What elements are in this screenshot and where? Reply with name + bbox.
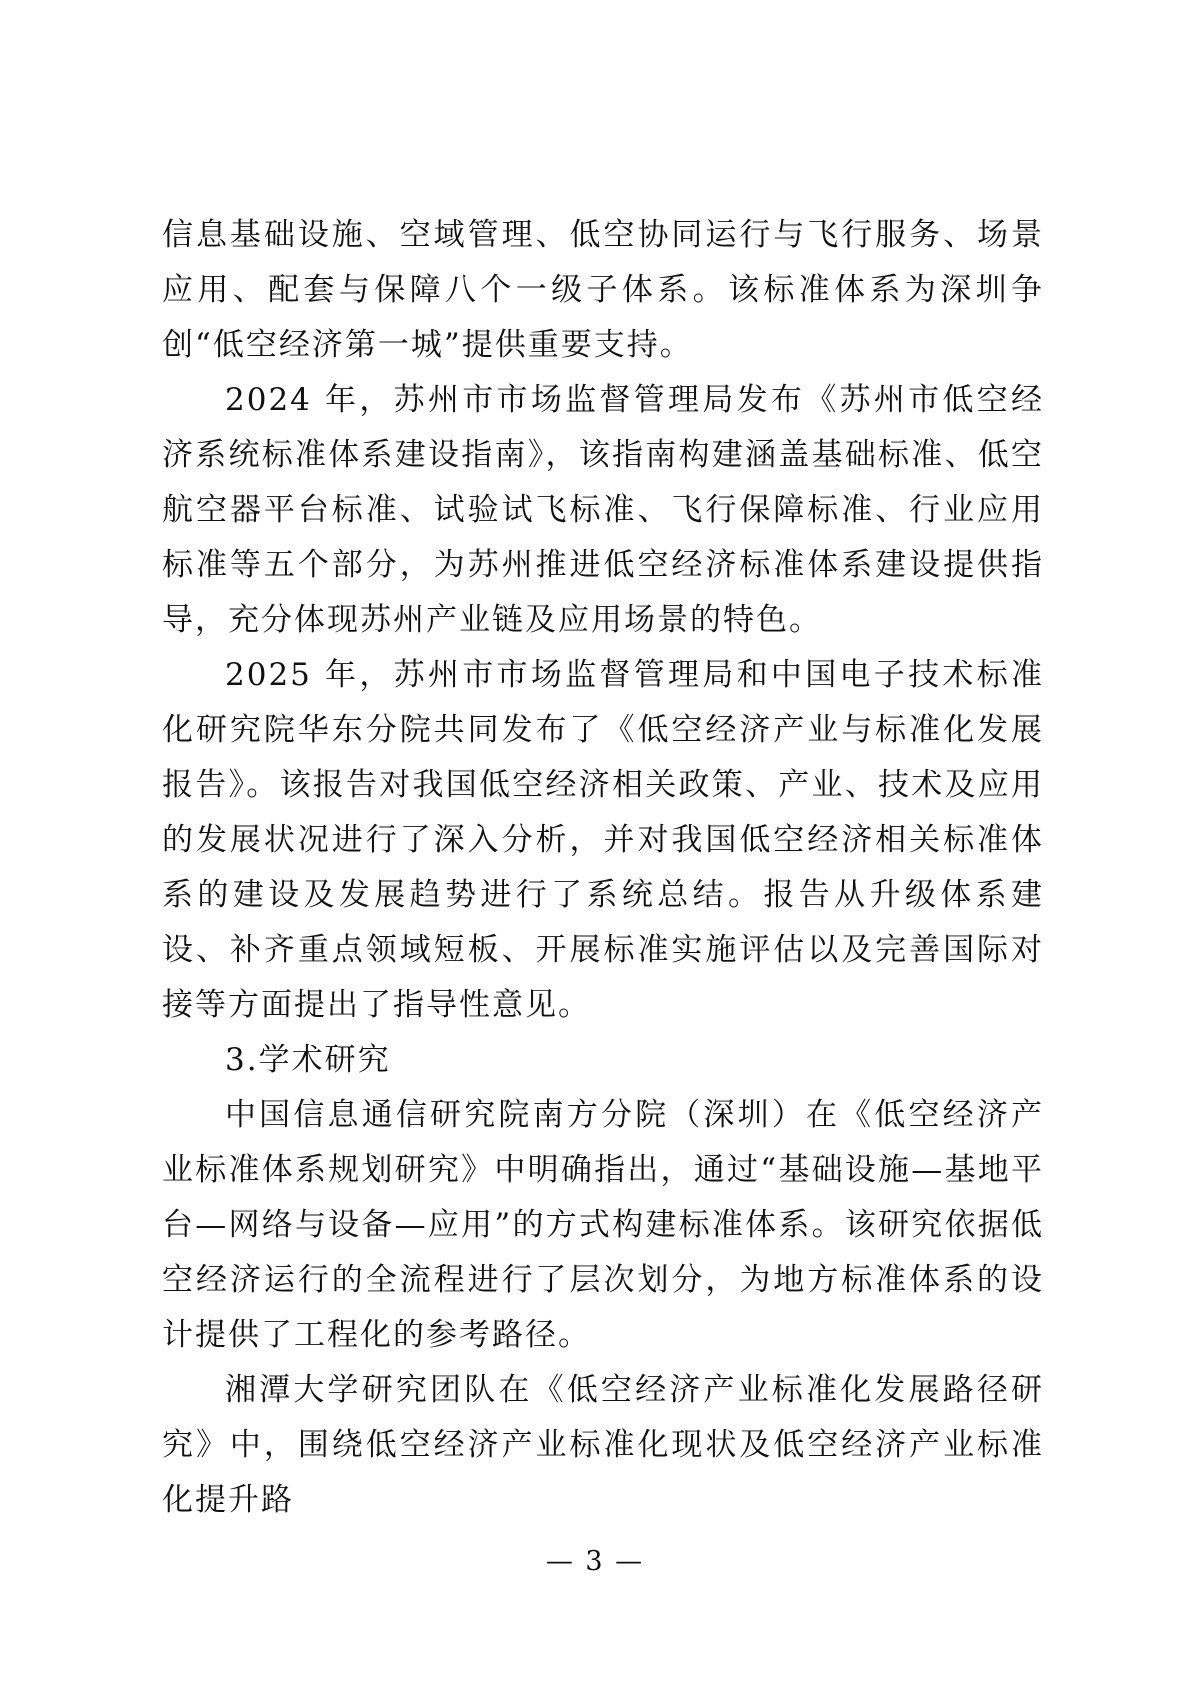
page-number: — 3 — [545, 1546, 645, 1577]
paragraph-suzhou-2024: 2024 年，苏州市市场监督管理局发布《苏州市低空经济系统标准体系建设指南》，该指南构建涵盖基础标准、低空航空器平台标准、试验试飞标准、飞行保障标准、行业应用标准等五个部分，为苏州推进低空经济标准体系建设提供指导，充分体现苏州产业链及应用场景的特色。 [162, 382, 1044, 638]
paragraph-continuation: 信息基础设施、空域管理、低空协同运行与飞行服务、场景应用、配套与保障八个一级子体系。该标准体系为深圳争创“低空经济第一城”提供重要支持。 [162, 217, 1044, 363]
body-text [162, 208, 1044, 1528]
paragraph-xiangtan-research: 湘潭大学研究团队在《低空经济产业标准化发展路径研究》中，围绕低空经济产业标准化现状及低空经济产业标准化提升路 [162, 1372, 1044, 1518]
section-heading-academic-research: 3.学术研究 [225, 1042, 391, 1078]
paragraph-suzhou-2025: 2025 年，苏州市市场监督管理局和中国电子技术标准化研究院华东分院共同发布了《低空经济产业与标准化发展报告》。该报告对我国低空经济相关政策、产业、技术及应用的发展状况进行了深入分析，并对我国低空经济相关标准体系的建设及发展趋势进行了系统总结。报告从升级体系建设、补齐重点领域短板、开展标准实施评估以及完善国际对接等方面提出了指导性意见。 [162, 657, 1044, 1023]
paragraph-caict-research: 中国信息通信研究院南方分院（深圳）在《低空经济产业标准体系规划研究》中明确指出，通过“基础设施—基地平台—网络与设备—应用”的方式构建标准体系。该研究依据低空经济运行的全流程进行了层次划分，为地方标准体系的设计提供了工程化的参考路径。 [162, 1097, 1044, 1353]
